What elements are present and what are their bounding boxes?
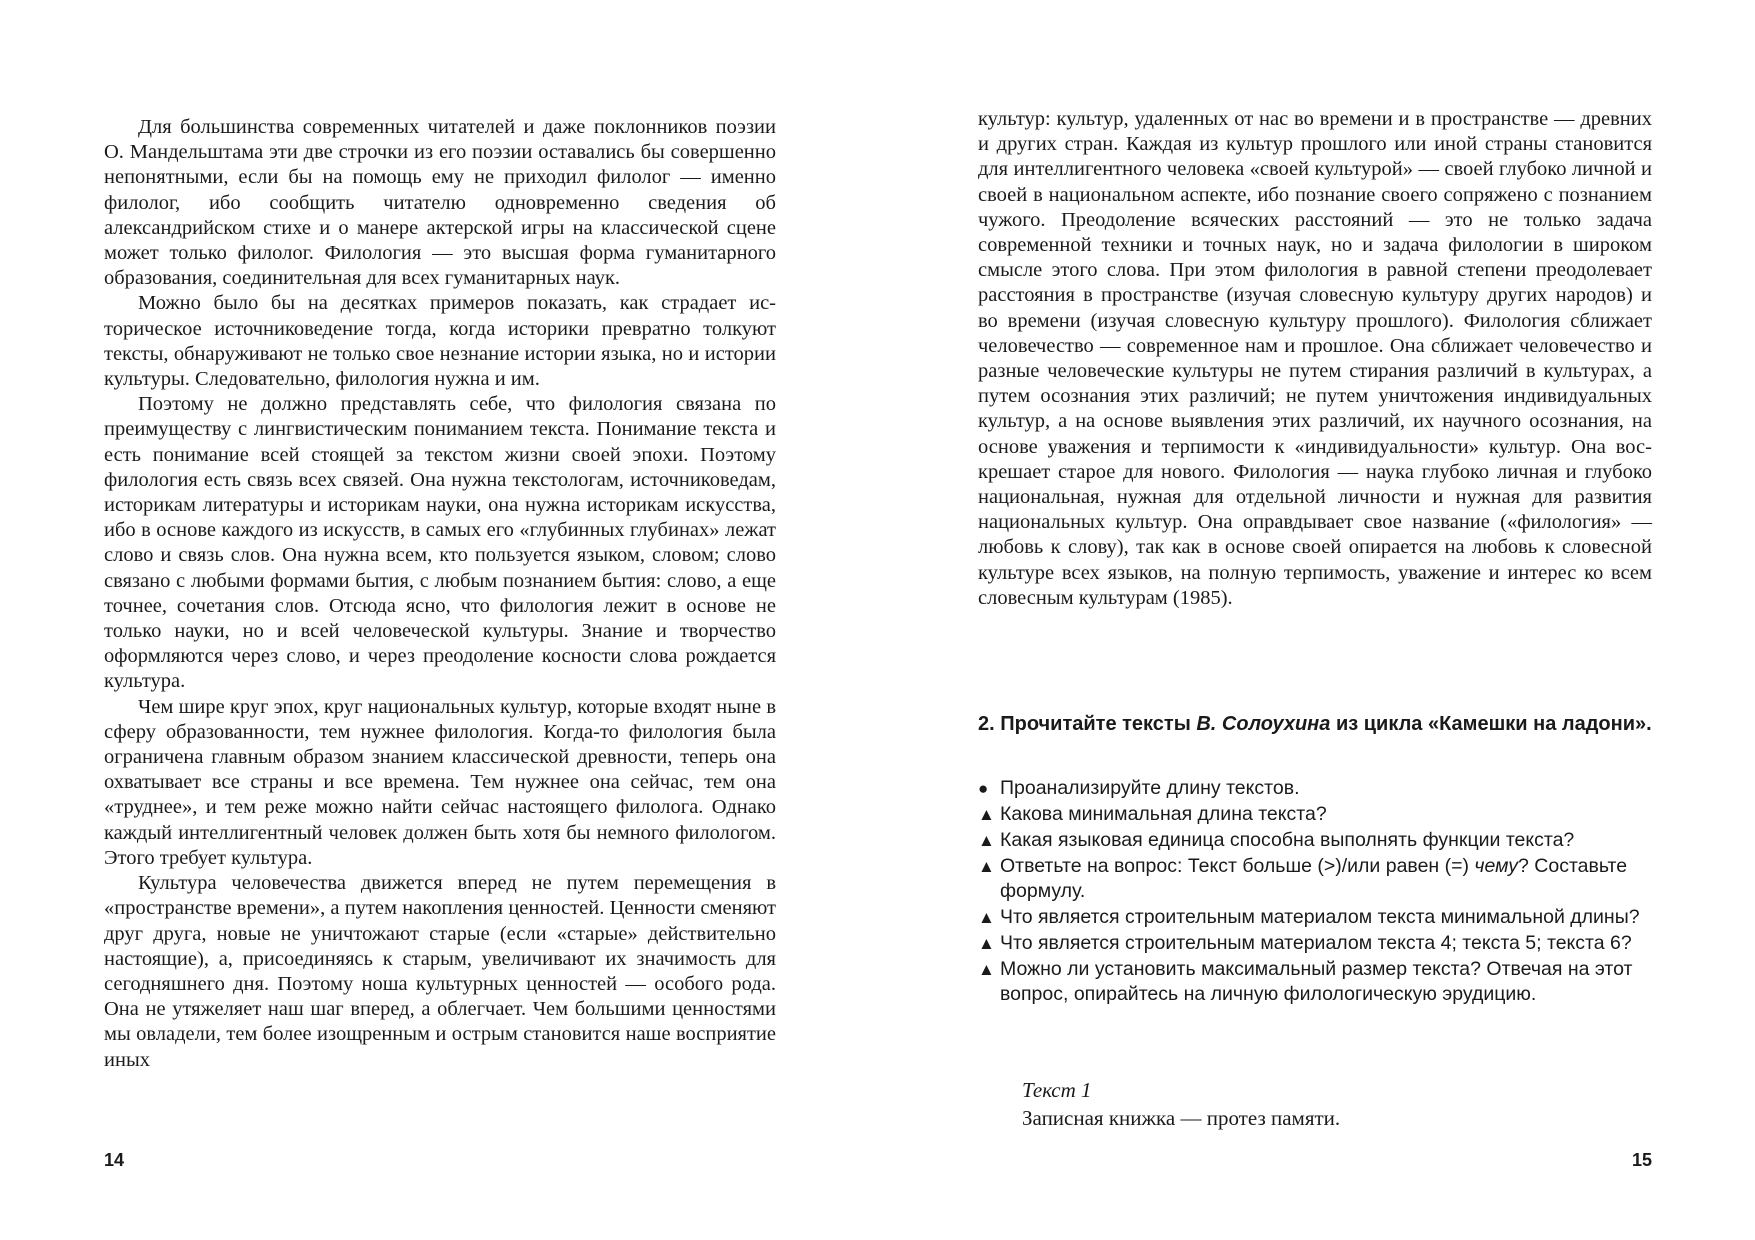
bullet-circle-icon: ● [978,779,989,798]
right-page [878,0,1755,1240]
paragraph-continuation: культур: культур, удаленных от нас во времени и в пространстве — древних и других стран. Каждая из культур прошлого или иной страны становится для интеллигентного человека «своей культурой» — своей глубоко личной и своей в национальном аспекте, ибо познание своего сопряжено с познанием чужого. Преодоление всяческих расстояний — это не только задача современной техники и точных наук, но и задача филологии в широком смысле этого слова. При этом филология в равной степени преодолевает расстояния в пространстве (изучая словесную культуру других народов) и во времени (изучая словесную культуру прошлого). Филология сближает человечество — современное нам и прошлое. Она сближает человечество и разные человеческие культуры не путем стирания различий в культурах, а путем осознания этих различий; не путем уничтожения индивидуальных культур, а на основе выявления этих различий, их научного осознания, на основе уважения и терпимости к «индивидуальности» культур. Она воскрешает старое для нового. Филология — наука глубоко личная и глубоко национальная, нужная для отдельной личности и нужная для развития национальных культур. Она оправдывает свое название («филология» — любовь к слову), так как в основе своей опирается на любовь к словесной культуре всех языков, на полную терпимость, уважение и интерес ко всем словесным культурам (1985). [978,108,1652,609]
question-item [978,854,1652,904]
text-1-caption: Текст 1 [1022,1078,1092,1102]
question-text: Что является строительным материалом текста минимальной длины? [1000,906,1640,928]
question-text-before: Ответьте на вопрос: Текст больше (>)/или равен (=) [1000,855,1475,877]
question-item [978,828,1652,853]
bullet-triangle-icon: ▲ [978,908,995,927]
bullet-triangle-icon: ▲ [978,960,995,979]
task-prefix: 2. Прочитайте тексты [978,713,1197,735]
question-item [978,931,1652,956]
paragraph: Для большинства современных читателей и даже поклонников поэзии О. Мандельштама эти две строчки из его поэзии оставались бы совершенно непонятными, если бы на помощь ему не приходил филолог — именно филолог, ибо сообщить читателю одновременно сведения об александрийском стихе и о манере актерской игры на классической сцене может только филолог. Филология — это высшая форма гуманитарного образования, соединительная для всех гуманитарных наук. [104,116,776,290]
question-item [978,957,1652,1007]
question-list [978,776,1652,1008]
right-body-text [978,107,1652,611]
page-number: 14 [104,1150,125,1170]
question-item [978,802,1652,827]
page-number: 15 [1631,1150,1652,1170]
paragraph: Чем шире круг эпох, круг национальных культур, которые входят ныне в сферу образованности, тем нужнее филология. Когда-то филология была ограничена главным образом знанием классической древности, теперь она охватывает все страны и все времена. Тем нужнее она сейчас, тем она «труднее», и тем реже можно найти сейчас настоящего филолога. Однако каждый интеллигентный человек должен быть хотя бы немного филологом. Этого требует культура. [104,695,776,869]
text-1-block [1022,1076,1622,1132]
question-text: Проанализируйте длину текстов. [1000,777,1300,799]
left-body-text [104,115,776,1073]
question-text-after: ? Составьте формулу. [1000,855,1628,902]
bullet-triangle-icon: ▲ [978,857,995,876]
question-text: Можно ли установить максимальный размер текста? Отвечая на этот вопрос, опирайтесь на личную филологическую эрудицию. [1000,958,1633,1005]
question-item [978,776,1652,801]
question-text-italic: чему [1474,855,1519,877]
task-author: В. Солоухина [1196,713,1331,735]
bullet-triangle-icon: ▲ [978,831,995,850]
paragraph: Можно было бы на десятках примеров показать, как страдает историческое источниковедение тогда, когда историки превратно толкуют тексты, обнаруживают не только свое незнание истории языка, но и истории культуры. Следовательно, филология нужна и им. [104,292,776,391]
question-text: Какова минимальная длина текста? [1000,803,1327,825]
bullet-triangle-icon: ▲ [978,805,995,824]
task-heading [978,712,1652,737]
left-page [0,0,877,1240]
question-text: Какая языковая единица способна выполнять функции текста? [1000,829,1575,851]
paragraph: Культура человечества движется вперед не путем перемещения в «пространстве времени», а путем накопления ценностей. Ценности сменяют друг друга, новые не уничтожают старые (если «старые» действительно настоящие), а, присоединяясь к старым, увеличивают их значимость для сегодняшнего дня. Поэтому ноша культурных ценностей — особого рода. Она не утяжеляет наш шаг вперед, а облегчает. Чем большими ценностями мы овладели, тем более изощренным и острым становится наше восприятие иных [104,872,776,1071]
question-item [978,905,1652,930]
paragraph: Поэтому не должно представлять себе, что филология связана по преимуществу с лингвистическим пониманием текста. Понимание текста и есть понимание всей стоящей за текстом жизни своей эпохи. Поэтому филология есть связь всех связей. Она нужна текстологам, источниковедам, историкам литературы и историкам науки, она нужна историкам искусства, ибо в основе каждого из искусств, в самых его «глубинных глубинах» лежат слово и связь слов. Она нужна всем, кто пользуется языком, словом; слово связано с любыми формами бытия, с любым познанием бытия: слово, а еще точнее, сочетания слов. Отсюда ясно, что филология лежит в основе не только науки, но и всей человеческой культуры. Знание и творчество оформляются через слово, и через преодоление косности слова рождается культура. [104,393,776,693]
bullet-triangle-icon: ▲ [978,934,995,953]
question-text: Что является строительным материалом текста 4; текста 5; текста 6? [1000,932,1632,954]
task-suffix: из цикла «Камешки на ладони». [1330,713,1652,735]
text-1-content: Записная книжка — протез памяти. [1022,1106,1341,1130]
